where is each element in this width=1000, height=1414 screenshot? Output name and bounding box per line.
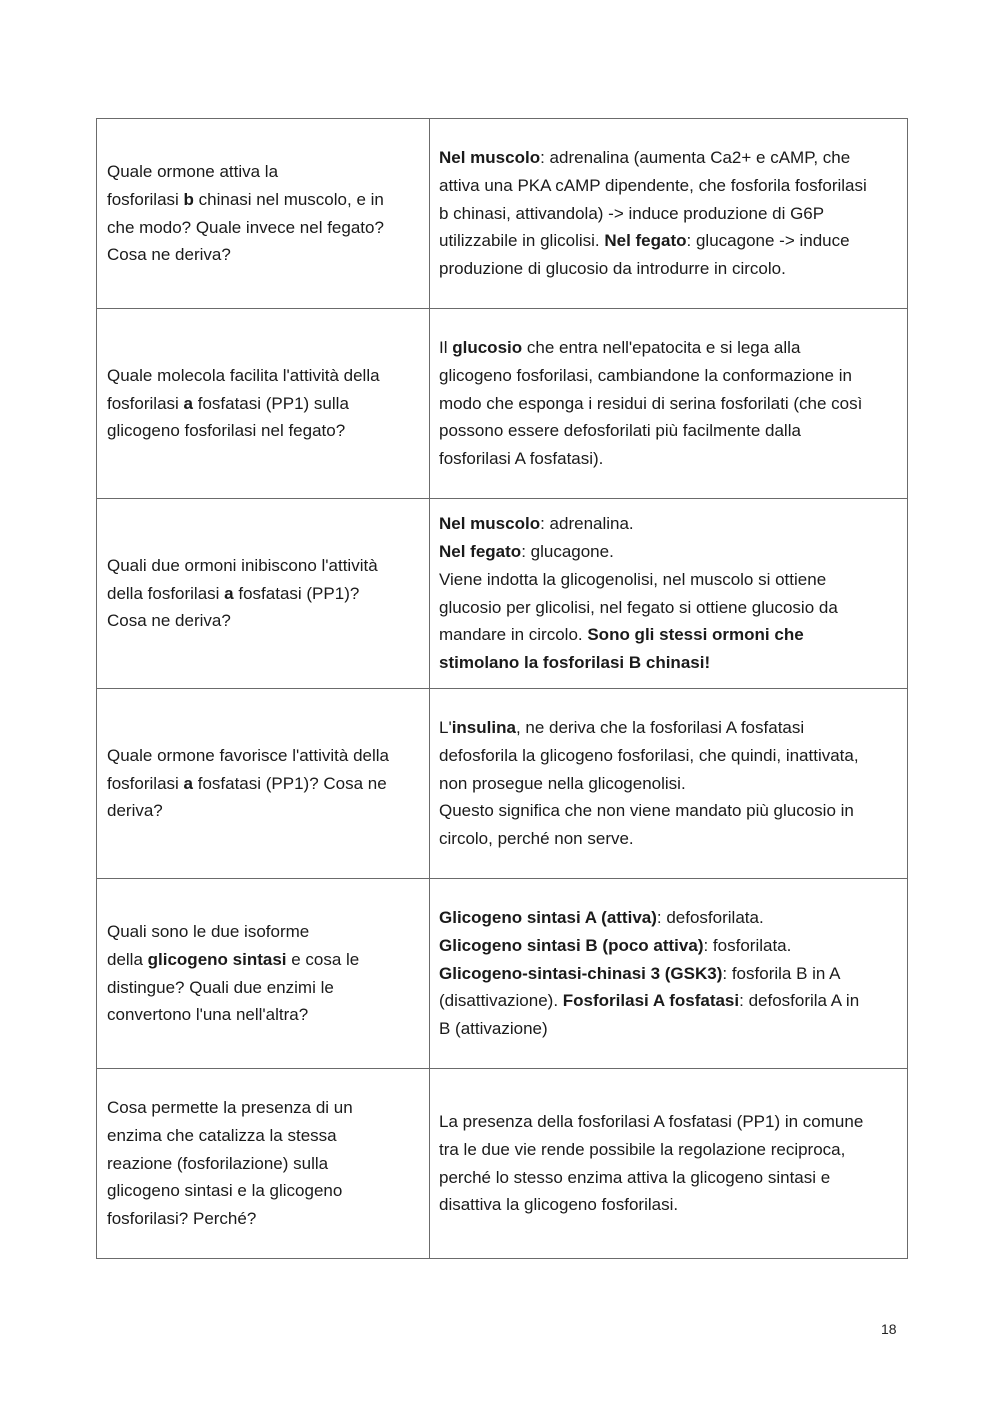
text-run: b chinasi, attivandola) -> induce produzione di G6P	[439, 203, 825, 223]
bold-text: glucosio	[452, 338, 523, 357]
bold-text: a	[183, 393, 193, 413]
text-run: Cosa ne deriva?	[107, 245, 231, 265]
bold-text: Glicogeno sintasi A (attiva)	[439, 908, 657, 927]
text-run: modo che esponga i residui di serina fosforilati (che così	[439, 393, 863, 413]
bold-text: insulina	[451, 718, 516, 737]
text-run: fosforilasi? Perché?	[107, 1209, 257, 1229]
question-cell	[97, 879, 430, 1069]
text-run: : adrenalina.	[540, 514, 634, 534]
text-line	[439, 445, 897, 473]
text-run: Il	[439, 338, 453, 357]
text-line	[439, 932, 897, 960]
text-run: fosforilasi	[107, 189, 184, 209]
text-line	[107, 214, 411, 242]
text-line	[107, 797, 411, 825]
text-line	[107, 158, 411, 186]
text-run: enzima che catalizza la stessa	[107, 1125, 337, 1145]
text-run: della fosforilasi	[107, 583, 225, 603]
text-run: e cosa le	[286, 949, 360, 969]
text-run: : adrenalina (aumenta Ca2+ e cAMP, che	[540, 148, 851, 167]
text-run: B (attivazione)	[439, 1019, 548, 1039]
text-line	[439, 566, 897, 594]
text-line	[439, 538, 897, 566]
answer-cell	[430, 499, 908, 689]
text-line	[439, 594, 897, 622]
bold-text: stimolano la fosforilasi B chinasi!	[439, 653, 711, 673]
table-row	[97, 1069, 908, 1259]
text-line	[439, 825, 897, 853]
text-run: : fosforilata.	[703, 935, 792, 955]
bold-text: Fosforilasi A fosfatasi	[562, 991, 740, 1011]
answer-cell	[430, 1069, 908, 1259]
qa-table	[96, 118, 908, 1259]
text-line	[107, 362, 411, 390]
text-line	[107, 1150, 411, 1178]
text-line	[107, 770, 411, 798]
question-cell	[97, 1069, 430, 1259]
text-run: fosfatasi (PP1)? Cosa ne	[193, 773, 387, 793]
text-line	[107, 1177, 411, 1205]
text-run: Quali sono le due isoforme	[107, 921, 310, 941]
text-line	[439, 255, 897, 283]
text-line	[107, 1122, 411, 1150]
text-run: tra le due vie rende possibile la regolazione reciproca,	[439, 1139, 846, 1159]
table-row	[97, 309, 908, 499]
text-line	[439, 742, 897, 770]
answer-cell	[430, 879, 908, 1069]
answer-cell	[430, 119, 908, 309]
question-cell	[97, 309, 430, 499]
text-line	[107, 1001, 411, 1029]
text-run: Quali due ormoni inibiscono l'attività	[107, 555, 378, 575]
text-line	[439, 987, 897, 1015]
text-run: convertono l'una nell'altra?	[107, 1005, 309, 1025]
text-line	[439, 714, 897, 742]
bold-text: Nel fegato	[439, 541, 522, 561]
bold-text: a	[183, 773, 193, 793]
answer-cell	[430, 689, 908, 879]
text-run: deriva?	[107, 801, 163, 821]
bold-text: Nel muscolo	[439, 514, 541, 534]
text-run: fosfatasi (PP1)?	[233, 583, 360, 603]
text-line	[439, 1164, 897, 1192]
text-run: utilizzabile in glicolisi.	[439, 231, 605, 251]
text-line	[439, 904, 897, 932]
text-line	[439, 390, 897, 418]
text-run: produzione di glucosio da introdurre in circolo.	[439, 259, 786, 279]
text-line	[107, 241, 411, 269]
text-line	[107, 1205, 411, 1233]
text-run: Quale ormone attiva la	[107, 161, 279, 181]
text-run: chinasi nel muscolo, e in	[193, 189, 384, 209]
text-run: reazione (fosforilazione) sulla	[107, 1153, 329, 1173]
question-cell	[97, 689, 430, 879]
text-line	[439, 960, 897, 988]
bold-text: Glicogeno sintasi B (poco attiva)	[439, 935, 704, 955]
text-run: Quale molecola facilita l'attività della	[107, 365, 380, 385]
text-line	[439, 144, 897, 172]
text-run: (disattivazione).	[439, 991, 563, 1011]
text-line	[107, 1094, 411, 1122]
text-line	[107, 974, 411, 1002]
page-number: 18	[881, 1321, 897, 1337]
text-line	[439, 1015, 897, 1043]
text-run: distingue? Quali due enzimi le	[107, 977, 334, 997]
text-run: : defosforila A in	[739, 991, 860, 1011]
text-run: L'	[439, 718, 452, 737]
question-cell	[97, 119, 430, 309]
text-run: defosforila la glicogeno fosforilasi, che quindi, inattivata,	[439, 745, 859, 765]
bold-text: glicogeno sintasi	[147, 949, 287, 969]
text-run: : glucagone -> induce	[686, 231, 850, 251]
text-run: mandare in circolo.	[439, 625, 588, 645]
qa-table-body	[97, 119, 908, 1259]
text-run: perché lo stesso enzima attiva la glicogeno sintasi e	[439, 1167, 831, 1187]
text-line	[439, 227, 897, 255]
text-line	[439, 510, 897, 538]
text-run: disattiva la glicogeno fosforilasi.	[439, 1195, 679, 1215]
text-line	[439, 770, 897, 798]
text-run: Quale ormone favorisce l'attività della	[107, 745, 389, 765]
text-line	[439, 1136, 897, 1164]
text-run: , ne deriva che la fosforilasi A fosfatasi	[515, 718, 805, 737]
bold-text: Sono gli stessi ormoni che	[587, 625, 804, 645]
text-line	[439, 621, 897, 649]
text-run: fosforilasi	[107, 773, 184, 793]
text-line	[439, 172, 897, 200]
text-line	[439, 1108, 897, 1136]
text-run: : fosforila B in A	[722, 963, 841, 983]
text-run: glucosio per glicolisi, nel fegato si ottiene glucosio da	[439, 597, 838, 617]
bold-text: Nel muscolo	[439, 148, 541, 167]
text-line	[439, 1191, 897, 1219]
text-run: : glucagone.	[521, 541, 614, 561]
text-line	[107, 390, 411, 418]
bold-text: a	[224, 583, 234, 603]
text-line	[107, 946, 411, 974]
text-line	[107, 742, 411, 770]
bold-text: Nel fegato	[604, 231, 687, 251]
text-run: fosforilasi A fosfatasi).	[439, 449, 604, 469]
text-line	[107, 552, 411, 580]
text-run: Cosa ne deriva?	[107, 611, 231, 631]
text-line	[107, 186, 411, 214]
table-row	[97, 689, 908, 879]
text-run: fosforilasi	[107, 393, 184, 413]
text-run: glicogeno fosforilasi nel fegato?	[107, 421, 346, 441]
text-run: circolo, perché non serve.	[439, 829, 634, 849]
text-line	[107, 417, 411, 445]
question-cell	[97, 499, 430, 689]
bold-text: Glicogeno-sintasi-chinasi 3 (GSK3)	[439, 963, 723, 983]
table-row	[97, 879, 908, 1069]
text-run: glicogeno sintasi e la glicogeno	[107, 1181, 343, 1201]
text-line	[439, 417, 897, 445]
text-run: glicogeno fosforilasi, cambiandone la conformazione in	[439, 365, 852, 385]
text-run: della	[107, 949, 148, 969]
table-row	[97, 119, 908, 309]
bold-text: b	[183, 189, 194, 209]
text-line	[439, 334, 897, 362]
text-run: non prosegue nella glicogenolisi.	[439, 773, 686, 793]
table-row	[97, 499, 908, 689]
text-run: Viene indotta la glicogenolisi, nel muscolo si ottiene	[439, 569, 827, 589]
text-line	[107, 918, 411, 946]
text-line	[439, 362, 897, 390]
text-line	[439, 797, 897, 825]
text-run: La presenza della fosforilasi A fosfatasi (PP1) in comune	[439, 1111, 864, 1131]
text-line	[107, 607, 411, 635]
text-run: : defosforilata.	[656, 908, 764, 927]
text-run: che entra nell'epatocita e si lega alla	[522, 338, 801, 357]
answer-cell	[430, 309, 908, 499]
text-line	[439, 649, 897, 677]
text-line	[439, 200, 897, 228]
text-run: Questo significa che non viene mandato più glucosio in	[439, 801, 854, 821]
text-run: possono essere defosforilati più facilmente dalla	[439, 421, 801, 441]
text-run: Cosa permette la presenza di un	[107, 1098, 353, 1117]
text-line	[107, 580, 411, 608]
text-run: fosfatasi (PP1) sulla	[193, 393, 349, 413]
text-run: attiva una PKA cAMP dipendente, che fosforila fosforilasi	[439, 175, 867, 195]
text-run: che modo? Quale invece nel fegato?	[107, 217, 384, 237]
